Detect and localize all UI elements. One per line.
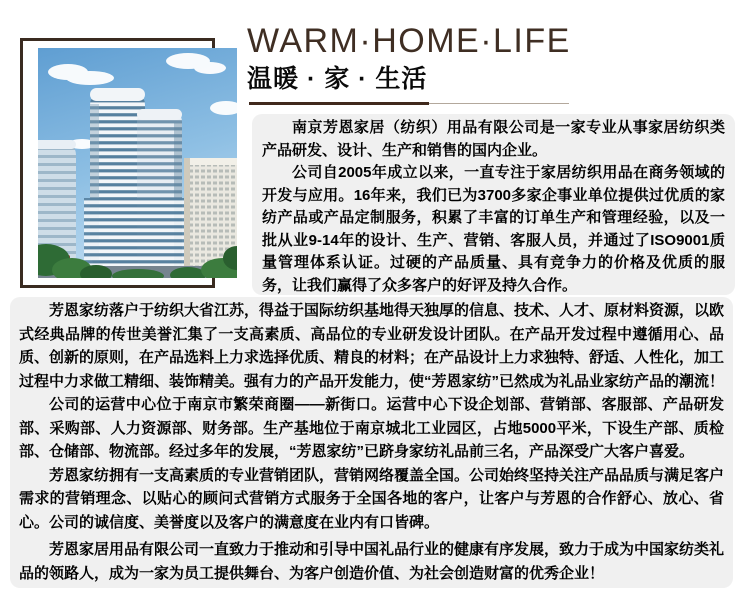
- brand-title-cn: 温暖 · 家 · 生活: [247, 65, 428, 93]
- header: [247, 22, 571, 105]
- intro-card: [252, 114, 735, 295]
- intro-paragraph-1: 南京芳恩家居（纺织）用品有限公司是一家专业从事家居纺织类产品研发、设计、生产和销售的国内企业。: [262, 119, 725, 159]
- underline-light-segment: [429, 103, 569, 104]
- title-underline: [249, 102, 571, 105]
- brand-title-en: WARM·HOME·LIFE: [247, 22, 571, 60]
- underline-dark-segment: [249, 102, 429, 105]
- buildings-illustration: [38, 48, 237, 278]
- detail-paragraph-3: 芳恩家纺拥有一支高素质的专业营销团队，营销网络覆盖全国。公司始终坚持关注产品品质与满足客户需求的营销理念、以贴心的顾问式营销方式服务于全国各地的客户，让客户与芳恩的合作舒心、放心、省心。公司的诚信度、美誉度以及客户的满意度在业内有口皆碑。: [19, 466, 725, 531]
- intro-paragraph-2: 公司自2005年成立以来，一直专注于家居纺织用品在商务领域的开发与应用。16年来，我们已为3700多家企事业单位提供过优质的家纺产品或产品定制服务，积累了丰富的订单生产和管理经验，以及一批从业9-14年的设计、生产、营销、客服人员，并通过了ISO9001质量管理体系认证。过硬的产品质量、具有竞争力的价格及优质的服务，让我们赢得了众多客户的好评及持久合作。: [262, 164, 725, 294]
- detail-paragraph-4: 芳恩家居用品有限公司一直致力于推动和引导中国礼品行业的健康有序发展，致力于成为中国家纺类礼品的领路人，成为一家为员工提供舞台、为客户创造价值、为社会创造财富的优秀企业！: [19, 541, 725, 582]
- city-skyscrapers-photo: [38, 48, 237, 278]
- podium: [84, 198, 186, 270]
- detail-paragraph-2: 公司的运营中心位于南京市繁荣商圈——新街口。运营中心下设企划部、营销部、客服部、产品研发部、采购部、人力资源部、财务部。生产基地位于南京城北工业园区，占地5000平米，下设生产部、质检部、仓储部、物流部。经过多年的发展，“芳恩家纺”已跻身家纺礼品前三名，产品深受广大客户喜爱。: [19, 396, 724, 460]
- detail-paragraph-1: 芳恩家纺落户于纺织大省江苏，得益于国际纺织基地得天独厚的信息、技术、人才、原材料资源，以欧式经典品牌的传世美誉汇集了一支高素质、高品位的专业研发设计团队。在产品开发过程中遵循用心、品质、创新的原则，在产品选料上力求选择优质、精良的材料；在产品设计上力求独特、舒适、人性化，加工过程中力求做工精细、装饰精美。强有力的产品开发能力，使“芳恩家纺”已然成为礼品业家纺产品的潮流！: [19, 302, 725, 390]
- detail-card: [10, 297, 733, 588]
